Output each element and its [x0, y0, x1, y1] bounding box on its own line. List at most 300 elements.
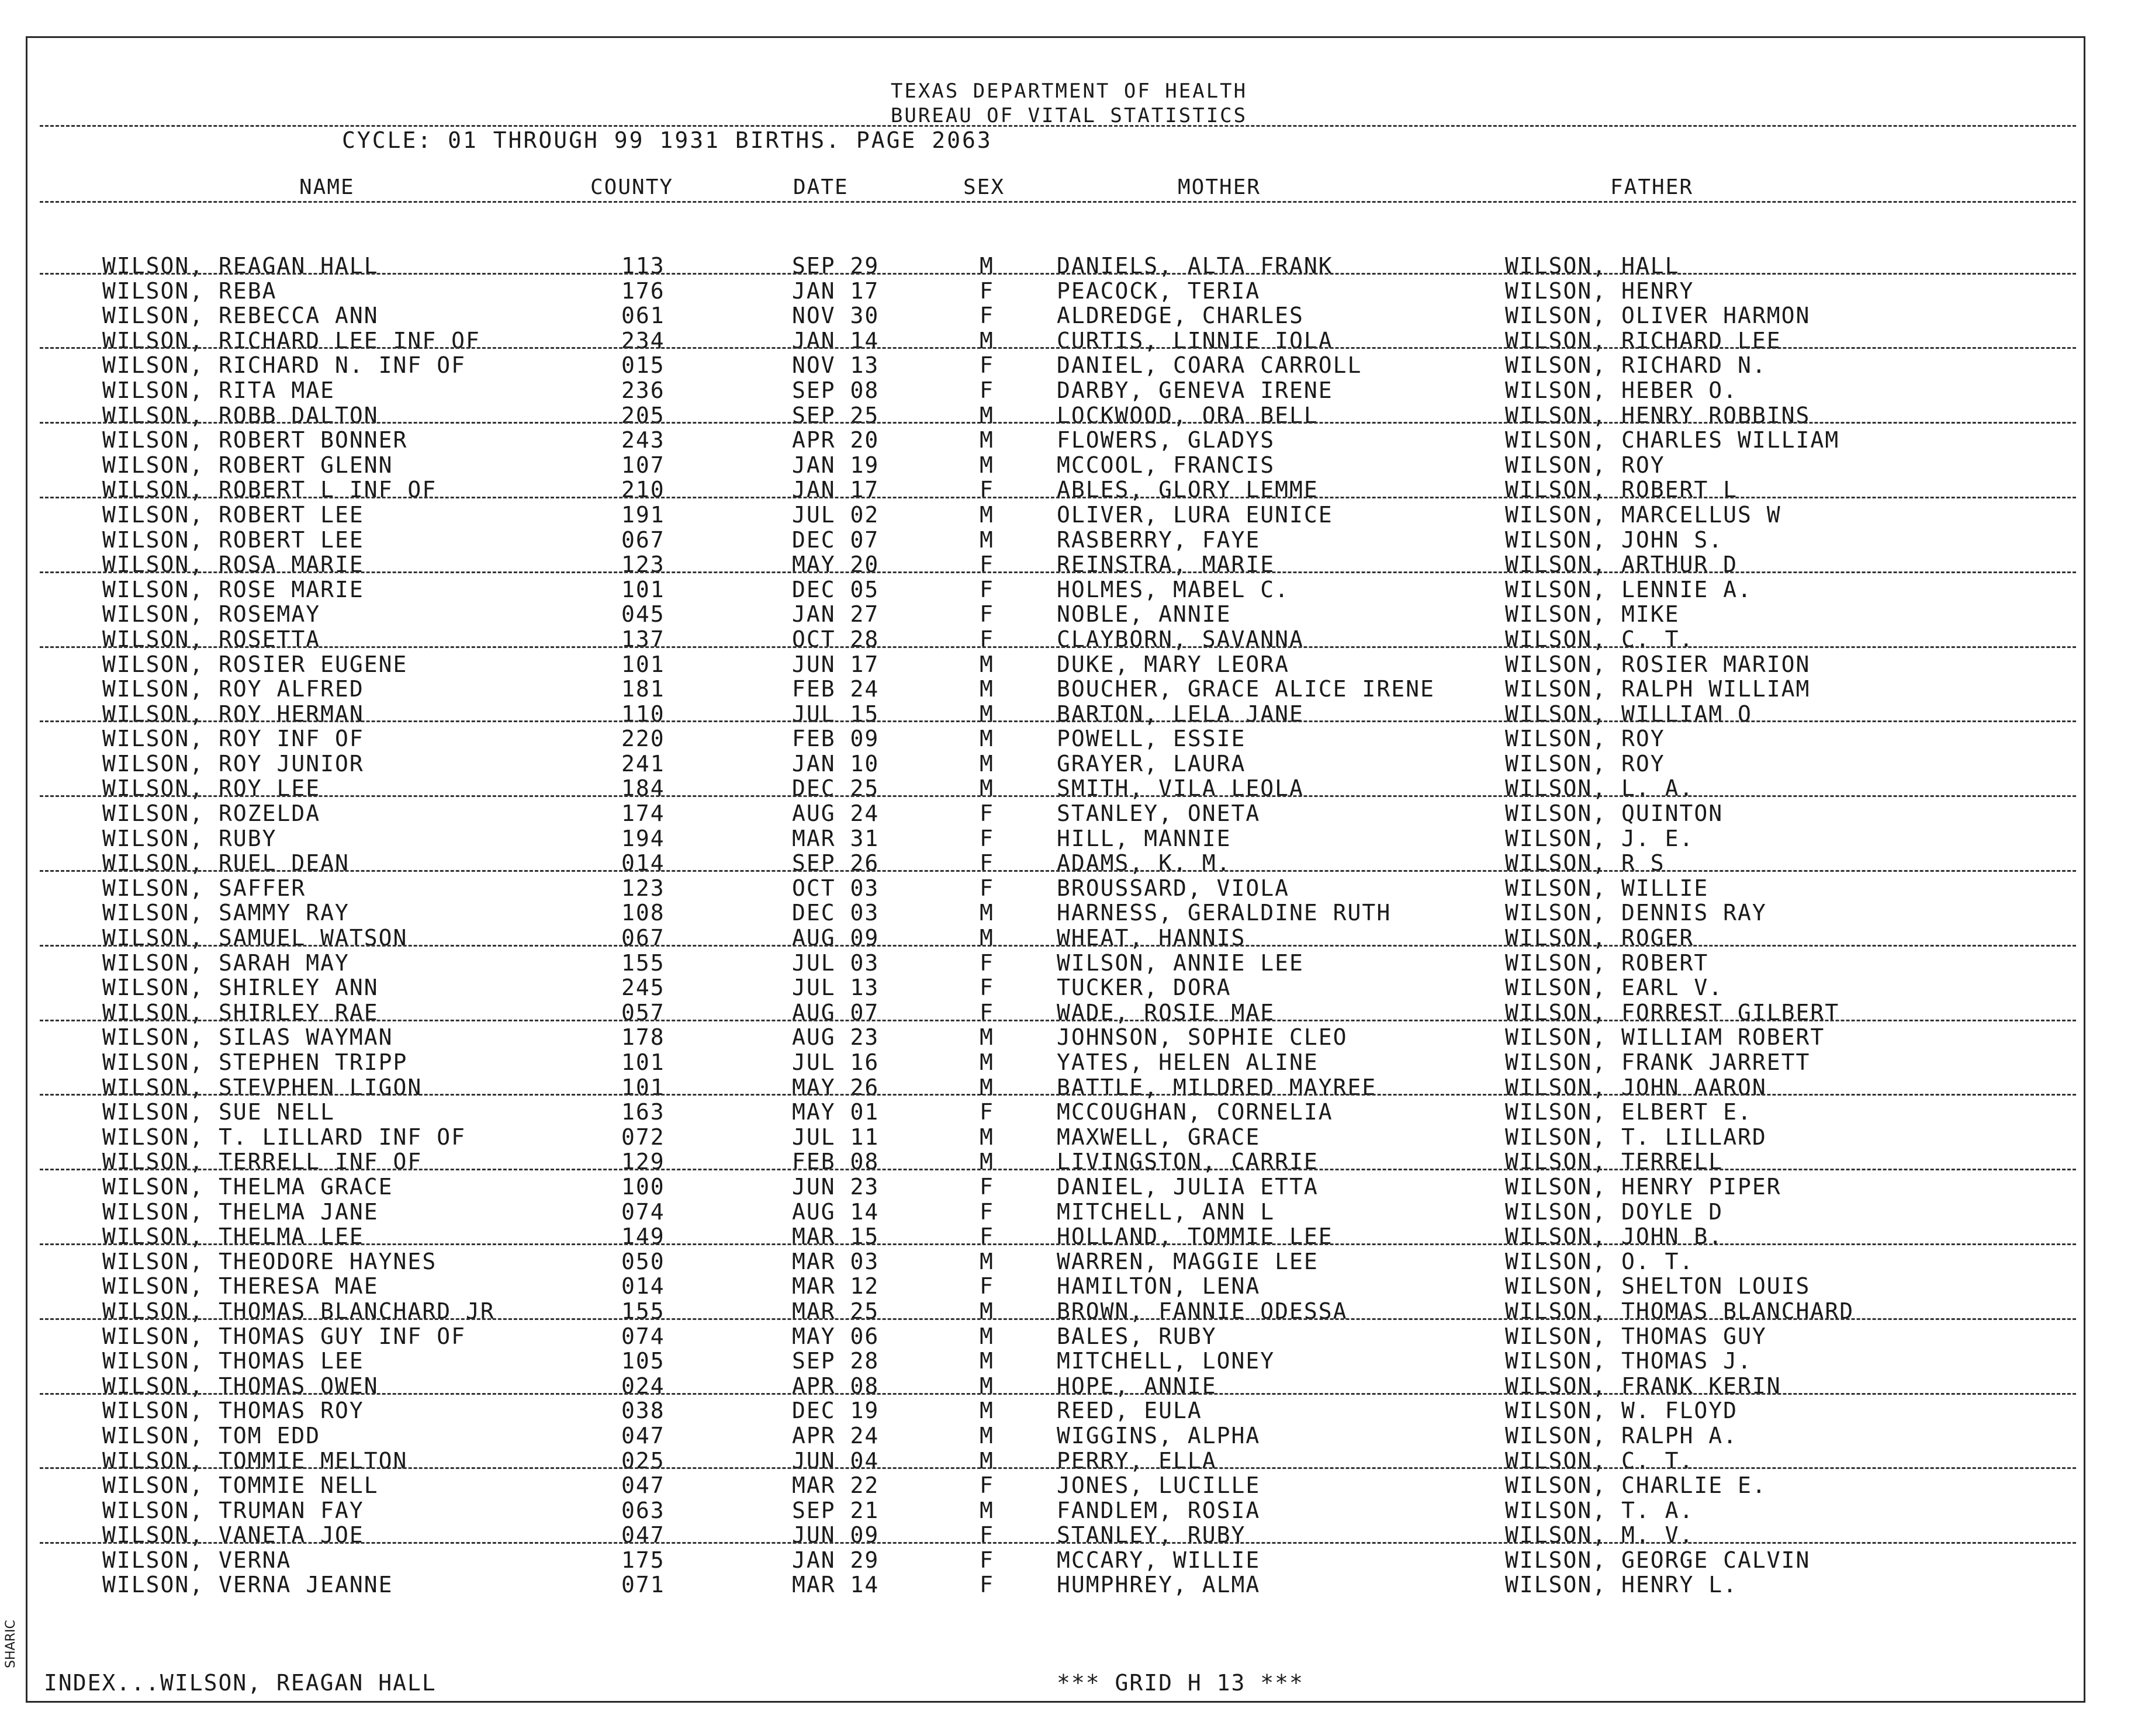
- cell-county: 181: [621, 676, 665, 702]
- cell-mother: LIVINGSTON, CARRIE: [1057, 1149, 1319, 1175]
- cell-name: WILSON, RICHARD N. INF OF: [102, 352, 466, 379]
- cell-father: WILSON, EARL V.: [1505, 975, 1724, 1001]
- table-row: [0, 1000, 2138, 1025]
- cell-date: JUL 16: [792, 1049, 880, 1075]
- cell-name: WILSON, RUEL DEAN: [102, 850, 350, 876]
- cell-name: WILSON, REAGAN HALL: [102, 253, 379, 279]
- cell-sex: F: [980, 975, 994, 1001]
- cell-mother: BROWN, FANNIE ODESSA: [1057, 1298, 1348, 1324]
- cell-date: MAR 14: [792, 1572, 880, 1598]
- cell-county: 014: [621, 850, 665, 876]
- cell-mother: HOLMES, MABEL C.: [1057, 576, 1290, 602]
- cell-county: 101: [621, 651, 665, 677]
- cell-mother: DARBY, GENEVA IRENE: [1057, 377, 1333, 403]
- column-header-mother: MOTHER: [1178, 175, 1261, 199]
- cell-sex: M: [980, 775, 994, 802]
- cell-name: WILSON, ROBERT LEE: [102, 501, 364, 528]
- cell-sex: M: [980, 1422, 994, 1449]
- cell-sex: F: [980, 626, 994, 652]
- cell-county: 155: [621, 1298, 665, 1324]
- table-row: [0, 453, 2138, 478]
- cell-sex: M: [980, 1024, 994, 1051]
- cell-mother: HUMPHREY, ALMA: [1057, 1572, 1261, 1598]
- cell-date: APR 24: [792, 1422, 880, 1449]
- table-row: [0, 328, 2138, 354]
- cell-date: JUL 03: [792, 950, 880, 976]
- cell-date: DEC 19: [792, 1398, 880, 1424]
- cell-name: WILSON, ROY LEE: [102, 775, 321, 802]
- cell-date: JUN 09: [792, 1522, 880, 1548]
- cell-name: WILSON, TERRELL INF OF: [102, 1149, 423, 1175]
- cell-sex: M: [980, 452, 994, 478]
- cell-sex: F: [980, 552, 994, 578]
- cell-name: WILSON, TOM EDD: [102, 1422, 321, 1449]
- cell-sex: F: [980, 825, 994, 851]
- table-row: [0, 1075, 2138, 1100]
- table-row: [0, 726, 2138, 751]
- cell-date: MAY 01: [792, 1099, 880, 1125]
- table-row: [0, 926, 2138, 951]
- cell-mother: WADE, ROSIE MAE: [1057, 999, 1275, 1025]
- table-row: [0, 428, 2138, 453]
- cell-father: WILSON, HENRY L.: [1505, 1572, 1738, 1598]
- cell-county: 101: [621, 1049, 665, 1075]
- group-rule: [40, 1094, 2076, 1096]
- group-rule: [40, 1467, 2076, 1469]
- cell-mother: STANLEY, ONETA: [1057, 801, 1261, 827]
- cycle-line: CYCLE: 01 THROUGH 99 1931 BIRTHS. PAGE 2063: [342, 127, 992, 153]
- table-row: [0, 1423, 2138, 1449]
- cell-county: 137: [621, 626, 665, 652]
- cell-sex: M: [980, 1149, 994, 1175]
- cell-name: WILSON, ROSEMAY: [102, 601, 321, 628]
- cell-father: WILSON, FRANK KERIN: [1505, 1373, 1781, 1399]
- cell-sex: M: [980, 253, 994, 279]
- cell-father: WILSON, HENRY PIPER: [1505, 1173, 1781, 1200]
- cell-date: JUN 23: [792, 1173, 880, 1200]
- header-rule: [40, 125, 2076, 127]
- cell-county: 101: [621, 576, 665, 602]
- cell-sex: M: [980, 1497, 994, 1523]
- cell-sex: M: [980, 900, 994, 926]
- cell-date: MAR 15: [792, 1224, 880, 1250]
- cell-father: WILSON, HEBER O.: [1505, 377, 1738, 403]
- cell-county: 155: [621, 950, 665, 976]
- group-rule: [40, 347, 2076, 349]
- cell-sex: F: [980, 1572, 994, 1598]
- group-rule: [40, 1393, 2076, 1395]
- cell-sex: F: [980, 576, 994, 602]
- cell-county: 072: [621, 1124, 665, 1150]
- cell-father: WILSON, WILLIAM O: [1505, 701, 1752, 727]
- cell-father: WILSON, MARCELLUS W: [1505, 501, 1781, 528]
- cell-mother: SMITH, VILA LEOLA: [1057, 775, 1304, 802]
- cell-mother: HOLLAND, TOMMIE LEE: [1057, 1224, 1333, 1250]
- cell-name: WILSON, RUBY: [102, 825, 277, 851]
- cell-sex: M: [980, 1447, 994, 1474]
- cell-father: WILSON, ROGER: [1505, 925, 1694, 951]
- cell-county: 025: [621, 1447, 665, 1474]
- column-header-father: FATHER: [1610, 175, 1694, 199]
- group-rule: [40, 497, 2076, 498]
- cell-county: 174: [621, 801, 665, 827]
- cell-county: 107: [621, 452, 665, 478]
- table-row: [0, 1125, 2138, 1150]
- cell-father: WILSON, HENRY: [1505, 278, 1694, 304]
- table-row: [0, 279, 2138, 304]
- cell-sex: M: [980, 327, 994, 354]
- group-rule: [40, 720, 2076, 722]
- cell-father: WILSON, RICHARD N.: [1505, 352, 1767, 379]
- cell-county: 047: [621, 1422, 665, 1449]
- table-row: [0, 1374, 2138, 1399]
- table-row: [0, 1050, 2138, 1075]
- cell-father: WILSON, J. E.: [1505, 825, 1694, 851]
- cell-sex: M: [980, 427, 994, 453]
- side-label: SHARIC: [4, 1620, 18, 1668]
- table-row: [0, 1174, 2138, 1200]
- cell-father: WILSON, WILLIAM ROBERT: [1505, 1024, 1825, 1051]
- cell-date: AUG 24: [792, 801, 880, 827]
- cell-sex: F: [980, 377, 994, 403]
- cell-sex: M: [980, 1373, 994, 1399]
- cell-father: WILSON, ARTHUR D: [1505, 552, 1738, 578]
- cell-father: WILSON, QUINTON: [1505, 801, 1724, 827]
- table-row: [0, 751, 2138, 777]
- cell-mother: DANIEL, COARA CARROLL: [1057, 352, 1362, 379]
- cell-mother: WIGGINS, ALPHA: [1057, 1422, 1261, 1449]
- cell-county: 108: [621, 900, 665, 926]
- cell-date: JAN 17: [792, 477, 880, 503]
- cell-mother: PERRY, ELLA: [1057, 1447, 1217, 1474]
- cell-name: WILSON, THERESA MAE: [102, 1273, 379, 1300]
- cell-father: WILSON, FRANK JARRETT: [1505, 1049, 1811, 1075]
- agency-title: TEXAS DEPARTMENT OF HEALTH: [890, 79, 1248, 103]
- cell-mother: DUKE, MARY LEORA: [1057, 651, 1290, 677]
- cell-father: WILSON, RALPH A.: [1505, 1422, 1738, 1449]
- group-rule: [40, 646, 2076, 648]
- cell-father: WILSON, M. V.: [1505, 1522, 1694, 1548]
- column-header-county: COUNTY: [590, 175, 674, 199]
- cell-mother: ABLES, GLORY LEMME: [1057, 477, 1319, 503]
- table-row: [0, 552, 2138, 577]
- cell-sex: F: [980, 1273, 994, 1300]
- group-rule: [40, 273, 2076, 275]
- cell-sex: F: [980, 850, 994, 876]
- cell-date: NOV 13: [792, 352, 880, 379]
- cell-date: OCT 03: [792, 875, 880, 901]
- cell-father: WILSON, ROSIER MARION: [1505, 651, 1811, 677]
- cell-name: WILSON, ROZELDA: [102, 801, 321, 827]
- cell-name: WILSON, ROY JUNIOR: [102, 750, 364, 777]
- cell-mother: FANDLEM, ROSIA: [1057, 1497, 1261, 1523]
- cell-mother: TUCKER, DORA: [1057, 975, 1231, 1001]
- cell-name: WILSON, THELMA JANE: [102, 1198, 379, 1225]
- cell-sex: M: [980, 402, 994, 428]
- cell-name: WILSON, ROSE MARIE: [102, 576, 364, 602]
- group-rule: [40, 1243, 2076, 1245]
- cell-county: 057: [621, 999, 665, 1025]
- cell-mother: MCCARY, WILLIE: [1057, 1547, 1261, 1573]
- table-row: [0, 951, 2138, 976]
- cell-date: JAN 14: [792, 327, 880, 354]
- table-row: [0, 1224, 2138, 1249]
- cell-father: WILSON, JOHN AARON: [1505, 1074, 1767, 1100]
- cell-sex: F: [980, 875, 994, 901]
- cell-name: WILSON, ROSA MARIE: [102, 552, 364, 578]
- cell-name: WILSON, TRUMAN FAY: [102, 1497, 364, 1523]
- group-rule: [40, 1318, 2076, 1320]
- cell-mother: BATTLE, MILDRED MAYREE: [1057, 1074, 1377, 1100]
- cell-sex: M: [980, 701, 994, 727]
- cell-sex: M: [980, 526, 994, 553]
- cell-sex: M: [980, 1124, 994, 1150]
- cell-date: FEB 09: [792, 726, 880, 752]
- cell-mother: MCCOOL, FRANCIS: [1057, 452, 1275, 478]
- bureau-title: BUREAU OF VITAL STATISTICS: [890, 104, 1248, 127]
- cell-date: AUG 09: [792, 925, 880, 951]
- cell-sex: F: [980, 278, 994, 304]
- cell-county: 110: [621, 701, 665, 727]
- cell-county: 100: [621, 1173, 665, 1200]
- cell-father: WILSON, JOHN S.: [1505, 526, 1724, 553]
- table-row: [0, 851, 2138, 876]
- group-rule: [40, 571, 2076, 573]
- column-header-rule: [40, 201, 2076, 203]
- cell-sex: F: [980, 950, 994, 976]
- cell-father: WILSON, TERRELL: [1505, 1149, 1724, 1175]
- cell-date: MAR 25: [792, 1298, 880, 1324]
- cell-mother: PEACOCK, TERIA: [1057, 278, 1261, 304]
- cell-date: DEC 05: [792, 576, 880, 602]
- cell-father: WILSON, DOYLE D: [1505, 1198, 1724, 1225]
- cell-date: FEB 24: [792, 676, 880, 702]
- cell-father: WILSON, HALL: [1505, 253, 1680, 279]
- table-row: [0, 303, 2138, 328]
- column-header-date: DATE: [793, 175, 849, 199]
- cell-name: WILSON, SAFFER: [102, 875, 306, 901]
- cell-county: 045: [621, 601, 665, 628]
- cell-father: WILSON, LENNIE A.: [1505, 576, 1752, 602]
- cell-county: 191: [621, 501, 665, 528]
- cell-mother: HARNESS, GERALDINE RUTH: [1057, 900, 1392, 926]
- group-rule: [40, 1542, 2076, 1544]
- cell-sex: M: [980, 1248, 994, 1274]
- cell-name: WILSON, RITA MAE: [102, 377, 335, 403]
- cell-county: 129: [621, 1149, 665, 1175]
- cell-father: WILSON, L. A.: [1505, 775, 1694, 802]
- cell-name: WILSON, ROBERT L INF OF: [102, 477, 437, 503]
- cell-name: WILSON, ROBERT BONNER: [102, 427, 408, 453]
- table-row: [0, 528, 2138, 553]
- cell-sex: M: [980, 1398, 994, 1424]
- cell-father: WILSON, T. LILLARD: [1505, 1124, 1767, 1150]
- cell-father: WILSON, JOHN B.: [1505, 1224, 1724, 1250]
- cell-name: WILSON, THOMAS BLANCHARD JR: [102, 1298, 495, 1324]
- cell-sex: M: [980, 1348, 994, 1374]
- cell-name: WILSON, VERNA: [102, 1547, 292, 1573]
- cell-date: MAR 22: [792, 1472, 880, 1499]
- cell-father: WILSON, OLIVER HARMON: [1505, 303, 1811, 329]
- cell-county: 071: [621, 1572, 665, 1598]
- cell-father: WILSON, ROY: [1505, 750, 1665, 777]
- cell-name: WILSON, TOMMIE MELTON: [102, 1447, 408, 1474]
- cell-county: 205: [621, 402, 665, 428]
- grid-footer: *** GRID H 13 ***: [1057, 1670, 1304, 1696]
- cell-father: WILSON, C. T.: [1505, 626, 1694, 652]
- cell-name: WILSON, ROBB DALTON: [102, 402, 379, 428]
- table-row: [0, 900, 2138, 926]
- cell-date: JUL 11: [792, 1124, 880, 1150]
- cell-county: 175: [621, 1547, 665, 1573]
- table-row: [0, 1523, 2138, 1548]
- cell-date: JAN 19: [792, 452, 880, 478]
- cell-sex: F: [980, 801, 994, 827]
- cell-mother: BARTON, LELA JANE: [1057, 701, 1304, 727]
- cell-county: 067: [621, 526, 665, 553]
- cell-sex: F: [980, 1547, 994, 1573]
- table-row: [0, 801, 2138, 826]
- table-row: [0, 1449, 2138, 1474]
- table-row: [0, 975, 2138, 1000]
- cell-date: SEP 25: [792, 402, 880, 428]
- cell-date: JUN 04: [792, 1447, 880, 1474]
- cell-name: WILSON, SHIRLEY ANN: [102, 975, 379, 1001]
- cell-sex: F: [980, 477, 994, 503]
- cell-father: WILSON, THOMAS GUY: [1505, 1323, 1767, 1349]
- cell-father: WILSON, ROY: [1505, 452, 1665, 478]
- cell-father: WILSON, GEORGE CALVIN: [1505, 1547, 1811, 1573]
- cell-county: 178: [621, 1024, 665, 1051]
- cell-mother: MCCOUGHAN, CORNELIA: [1057, 1099, 1333, 1125]
- table-row: [0, 627, 2138, 652]
- cell-mother: MAXWELL, GRACE: [1057, 1124, 1261, 1150]
- cell-date: AUG 14: [792, 1198, 880, 1225]
- column-header-sex: SEX: [963, 175, 1005, 199]
- cell-date: JUL 13: [792, 975, 880, 1001]
- cell-mother: GRAYER, LAURA: [1057, 750, 1246, 777]
- table-row: [0, 503, 2138, 528]
- cell-name: WILSON, RICHARD LEE INF OF: [102, 327, 480, 354]
- cell-mother: BROUSSARD, VIOLA: [1057, 875, 1290, 901]
- cell-father: WILSON, ROBERT: [1505, 950, 1709, 976]
- cell-county: 113: [621, 253, 665, 279]
- cell-date: MAY 20: [792, 552, 880, 578]
- cell-mother: RASBERRY, FAYE: [1057, 526, 1261, 553]
- cell-name: WILSON, THOMAS GUY INF OF: [102, 1323, 466, 1349]
- cell-name: WILSON, ROBERT GLENN: [102, 452, 393, 478]
- cell-father: WILSON, THOMAS J.: [1505, 1348, 1752, 1374]
- cell-name: WILSON, VERNA JEANNE: [102, 1572, 393, 1598]
- cell-name: WILSON, ROSIER EUGENE: [102, 651, 408, 677]
- cell-mother: REED, EULA: [1057, 1398, 1202, 1424]
- cell-mother: HILL, MANNIE: [1057, 825, 1231, 851]
- cell-mother: ADAMS, K. M.: [1057, 850, 1231, 876]
- cell-county: 243: [621, 427, 665, 453]
- cell-sex: M: [980, 1049, 994, 1075]
- cell-mother: JOHNSON, SOPHIE CLEO: [1057, 1024, 1348, 1051]
- cell-sex: F: [980, 303, 994, 329]
- cell-date: MAR 03: [792, 1248, 880, 1274]
- group-rule: [40, 1169, 2076, 1170]
- cell-sex: F: [980, 352, 994, 379]
- group-rule: [40, 422, 2076, 424]
- cell-sex: F: [980, 601, 994, 628]
- cell-sex: M: [980, 501, 994, 528]
- cell-sex: M: [980, 1323, 994, 1349]
- cell-mother: STANLEY, RUBY: [1057, 1522, 1246, 1548]
- cell-date: JAN 17: [792, 278, 880, 304]
- index-footer: INDEX...WILSON, REAGAN HALL: [44, 1670, 437, 1696]
- cell-father: WILSON, SHELTON LOUIS: [1505, 1273, 1811, 1300]
- cell-name: WILSON, SHIRLEY RAE: [102, 999, 379, 1025]
- cell-mother: HAMILTON, LENA: [1057, 1273, 1261, 1300]
- cell-county: 074: [621, 1198, 665, 1225]
- cell-name: WILSON, ROY HERMAN: [102, 701, 364, 727]
- cell-name: WILSON, THOMAS OWEN: [102, 1373, 379, 1399]
- cell-name: WILSON, REBA: [102, 278, 277, 304]
- table-row: [0, 577, 2138, 602]
- cell-mother: BOUCHER, GRACE ALICE IRENE: [1057, 676, 1435, 702]
- cell-sex: F: [980, 1099, 994, 1125]
- cell-county: 176: [621, 278, 665, 304]
- cell-sex: F: [980, 1472, 994, 1499]
- cell-county: 063: [621, 1497, 665, 1523]
- cell-date: SEP 28: [792, 1348, 880, 1374]
- table-row: [0, 1398, 2138, 1423]
- cell-date: APR 20: [792, 427, 880, 453]
- cell-sex: M: [980, 1298, 994, 1324]
- cell-date: JAN 29: [792, 1547, 880, 1573]
- cell-county: 241: [621, 750, 665, 777]
- cell-county: 184: [621, 775, 665, 802]
- cell-county: 105: [621, 1348, 665, 1374]
- table-row: [0, 254, 2138, 279]
- cell-county: 149: [621, 1224, 665, 1250]
- group-rule: [40, 795, 2076, 797]
- cell-county: 220: [621, 726, 665, 752]
- cell-name: WILSON, TOMMIE NELL: [102, 1472, 379, 1499]
- cell-mother: JONES, LUCILLE: [1057, 1472, 1261, 1499]
- cell-county: 123: [621, 875, 665, 901]
- cell-name: WILSON, THOMAS ROY: [102, 1398, 364, 1424]
- cell-date: MAY 26: [792, 1074, 880, 1100]
- cell-date: NOV 30: [792, 303, 880, 329]
- cell-date: APR 08: [792, 1373, 880, 1399]
- cell-date: AUG 07: [792, 999, 880, 1025]
- table-row: [0, 1473, 2138, 1498]
- cell-sex: M: [980, 726, 994, 752]
- cell-name: WILSON, THELMA GRACE: [102, 1173, 393, 1200]
- cell-date: SEP 26: [792, 850, 880, 876]
- cell-county: 050: [621, 1248, 665, 1274]
- cell-sex: F: [980, 1522, 994, 1548]
- table-row: [0, 702, 2138, 727]
- cell-mother: MITCHELL, ANN L: [1057, 1198, 1275, 1225]
- cell-name: WILSON, REBECCA ANN: [102, 303, 379, 329]
- cell-mother: WARREN, MAGGIE LEE: [1057, 1248, 1319, 1274]
- cell-father: WILSON, W. FLOYD: [1505, 1398, 1738, 1424]
- table-row: [0, 403, 2138, 428]
- cell-date: FEB 08: [792, 1149, 880, 1175]
- cell-county: 014: [621, 1273, 665, 1300]
- cell-date: DEC 07: [792, 526, 880, 553]
- cell-date: SEP 29: [792, 253, 880, 279]
- cell-mother: YATES, HELEN ALINE: [1057, 1049, 1319, 1075]
- cell-county: 194: [621, 825, 665, 851]
- table-row: [0, 477, 2138, 503]
- cell-name: WILSON, T. LILLARD INF OF: [102, 1124, 466, 1150]
